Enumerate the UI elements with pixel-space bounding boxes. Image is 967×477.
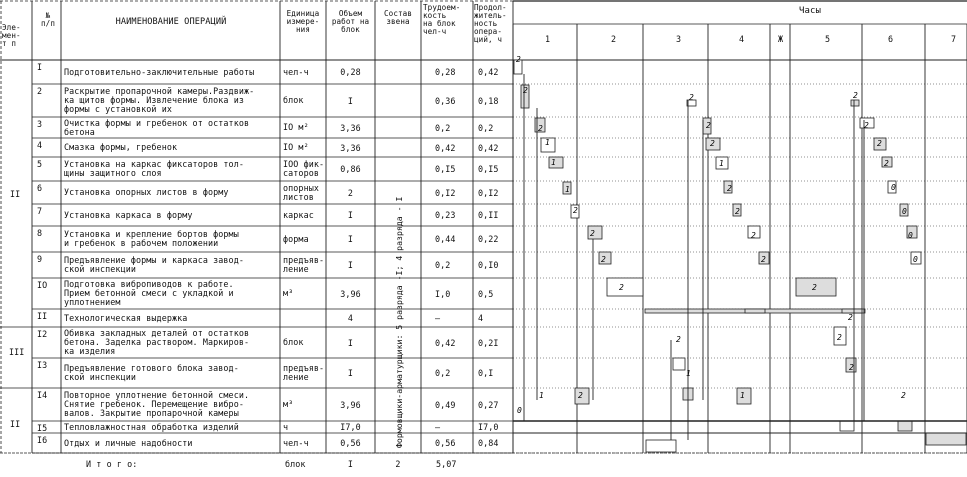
gantt-label: 2 [578,391,583,400]
row-duration: 0,I [478,368,494,378]
gantt-label: 1 [740,391,745,400]
row-operation-name: Повторное уплотнение бетонной смеси. Снятие гребенок. Перемещение вибро- валов. Закрытие пропарочной камеры [64,390,250,418]
stage-label: II [10,189,21,199]
gantt-label: 0 [902,207,907,216]
row-volume: I [347,210,354,220]
row-number: I3 [37,360,48,370]
hour-1: 1 [545,34,551,44]
gantt-label: 1 [565,185,570,194]
row-labor: 0,2 [435,122,451,133]
row-duration: I7,0 [478,422,499,432]
row-operation-name: Раскрытие пропарочной камеры.Раздвиж- ка щитов формы. Извлечение блока из формы с установкой их [64,86,255,114]
gantt-label: 2 [884,159,889,168]
row-duration: 0,2I [478,337,499,348]
gantt-label: 0 [913,255,918,264]
row-duration: 0,18 [478,95,499,106]
row-unit: предъяв- ление [283,363,325,382]
row-operation-name: Подготовительно-заключительные работы [64,66,255,77]
row-duration: 0,27 [478,399,499,410]
row-labor: 0,49 [435,399,456,410]
header-crew: Состав звена [383,9,413,26]
header-stage: Эле- мен- т п [2,23,21,48]
row-volume: 3,36 [340,122,361,133]
header-hours: Часы [798,6,822,16]
row-operation-name: Предъявление готового блока завод- ской инспекции [64,363,239,382]
row-duration: 4 [478,313,484,323]
header-operation-name: НАИМЕНОВАНИЕ ОПЕРАЦИЙ [115,17,227,27]
row-operation-name: Обивка закладных деталей от остатков бетона. Заделка раствором. Маркиров- ка изделия [64,328,250,356]
row-number: 6 [37,183,43,193]
gantt-label: 2 [727,184,732,193]
gantt-bar [840,421,854,431]
row-unit: чел-ч [283,66,309,77]
row-duration: 0,II [478,210,499,220]
row-number: 3 [37,119,43,129]
row-operation-name: Установка каркаса в форму [64,209,193,220]
row-labor: 0,2 [435,260,451,270]
row-labor: 0,23 [435,210,456,220]
row-volume: I [347,234,354,244]
row-unit: IOO фик- саторов [283,159,325,178]
gantt-label: 2 [676,335,681,344]
gantt-label: 2 [538,124,543,133]
gantt-bar [673,358,685,370]
row-unit: опорных листов [283,182,319,202]
row-duration: 0,42 [478,67,499,77]
row-number: 2 [37,86,43,96]
row-labor: 0,42 [435,142,456,153]
row-operation-name: Подготовка вибропиводов к работе. Прием бетонной смеси с укладкой и уплотнением [64,279,234,307]
row-unit: чел-ч [283,437,309,448]
gantt-label: 2 [849,363,854,372]
row-duration: 0,5 [478,288,494,299]
row-volume: I7,0 [340,422,361,432]
row-duration: 0,2 [478,122,494,133]
gantt-bar [926,433,966,445]
row-number: 7 [37,206,43,216]
row-operation-name: Установка опорных листов в форму [64,187,229,197]
row-volume: 3,36 [340,142,361,153]
row-number: I2 [37,329,48,339]
gantt-label: 2 [751,231,756,240]
row-number: 9 [37,254,43,264]
row-labor: I,0 [435,288,451,299]
row-unit: ч [283,421,289,432]
row-volume: 3,96 [340,399,361,410]
gantt-label: 2 [901,391,906,400]
gantt-bar [851,100,859,106]
row-operation-name: Тепловлажностная обработка изделий [64,421,239,432]
header-volume: Объем работ на блок [331,9,370,34]
gantt-label: 2 [601,255,606,264]
gantt-label: 2 [837,333,842,342]
hour-6: 6 [888,34,894,44]
gantt-label: 2 [848,313,853,322]
gantt-bar [745,309,765,313]
gantt-bar [898,421,912,431]
gantt-label: 2 [761,255,766,264]
stage-label: II [10,419,21,429]
gantt-label: 2 [877,139,882,148]
row-unit: IO м² [283,142,309,152]
row-duration: 0,42 [478,142,499,153]
hour-4: 4 [739,34,745,44]
row-unit: блок [283,337,304,347]
row-labor: 0,56 [435,438,456,448]
row-volume: 0,56 [340,438,361,448]
row-operation-name: Смазка формы, гребенок [64,142,178,152]
row-volume: I [347,368,354,378]
row-unit: форма [283,233,309,244]
row-unit: блок [283,95,304,105]
row-duration: 0,84 [478,438,499,448]
gantt-label: 2 [523,86,528,95]
row-labor: 0,44 [435,234,456,244]
row-unit: м³ [283,399,294,409]
gantt-label: 2 [864,121,869,130]
row-unit: IO м² [283,122,309,132]
row-number: I6 [37,435,48,445]
row-volume: 2 [347,187,354,198]
row-volume: 3,96 [340,288,361,299]
gantt-label: 1 [686,369,691,378]
gantt-label: 2 [710,139,715,148]
row-volume: I [347,260,354,270]
gantt-label: 0 [908,231,913,240]
row-labor: 0,I2 [435,187,456,198]
row-operation-name: Установка на каркас фиксаторов тол- щины защитного слоя [64,159,244,178]
gantt-label: 2 [706,121,711,130]
row-unit: предъяв- ление [283,255,325,274]
gantt-label: 1 [539,391,544,400]
row-labor: 0,28 [435,67,456,77]
row-operation-name: Отдых и личные надобности [64,437,193,448]
row-duration: 0,I5 [478,164,499,174]
hour-break: Ж [778,34,784,44]
row-unit: каркас [283,209,314,220]
gantt-label: 2 [619,283,624,292]
total-unit: блок [285,459,306,469]
row-number: I4 [37,390,48,400]
row-number: 4 [37,140,43,150]
crew-composition: Формовщики-арматурщики: 5 разряда -I; 4 разряда - I [394,196,404,448]
header-duration: Продол- житель- ность опера- ций, ч [474,3,507,44]
row-operation-name: Установка и крепление бортов формы и гребенок в рабочем положении [64,229,239,248]
stage-label: III [9,347,25,357]
hour-7: 7 [951,34,957,44]
row-volume: 0,28 [340,67,361,77]
row-unit: м³ [283,288,294,298]
header-labor: Трудоем- кость на блок чел-ч [423,3,461,36]
gantt-label: 2 [812,283,817,292]
gantt-label: 2 [590,229,595,238]
row-volume: 0,86 [340,164,361,174]
row-number: II [37,311,48,321]
gantt-label: 2 [853,91,858,100]
row-volume: 4 [347,313,354,323]
gantt-label: 2 [735,207,740,216]
row-volume: I [347,95,354,106]
hour-2: 2 [611,34,617,44]
row-duration: 0,22 [478,234,499,244]
row-labor: – [435,422,441,432]
gantt-label: 1 [719,159,724,168]
row-labor: – [435,313,441,323]
hour-3: 3 [676,34,682,44]
row-operation-name: Очистка формы и гребенок от остатков бетона [64,117,250,137]
row-operation-name: Технологическая выдержка [64,312,188,323]
hour-5: 5 [825,34,831,44]
row-labor: 0,I5 [435,164,456,174]
row-labor: 0,2 [435,368,451,378]
row-operation-name: Предъявление формы и каркаса завод- ской инспекции [64,255,244,274]
row-volume: I [347,337,354,348]
header-number: № п/п [40,11,55,28]
gantt-label: 2 [516,55,521,64]
gantt-label: 1 [551,158,556,167]
row-number: 5 [37,159,43,169]
gantt-bar [607,278,643,296]
row-number: 8 [37,228,43,238]
gantt-label: 0 [517,406,522,415]
gantt-label: 2 [689,93,694,102]
header-unit: Единица измере- ния [286,9,320,34]
gantt-label: 0 [891,183,896,192]
gantt-label: 1 [545,138,550,147]
row-duration: 0,I2 [478,187,499,198]
gantt-bar [646,440,676,452]
row-number: IO [37,280,48,290]
row-labor: 0,42 [435,337,456,348]
total-volume: I [347,459,354,469]
row-duration: 0,I0 [478,260,499,270]
total-label: И т о г о: [86,459,138,469]
total-labor: 5,07 [436,459,457,469]
gantt-label: 2 [573,206,578,215]
total-crew: 2 [395,459,401,469]
row-number: I [37,62,43,72]
row-labor: 0,36 [435,95,456,106]
row-number: I5 [37,423,48,433]
